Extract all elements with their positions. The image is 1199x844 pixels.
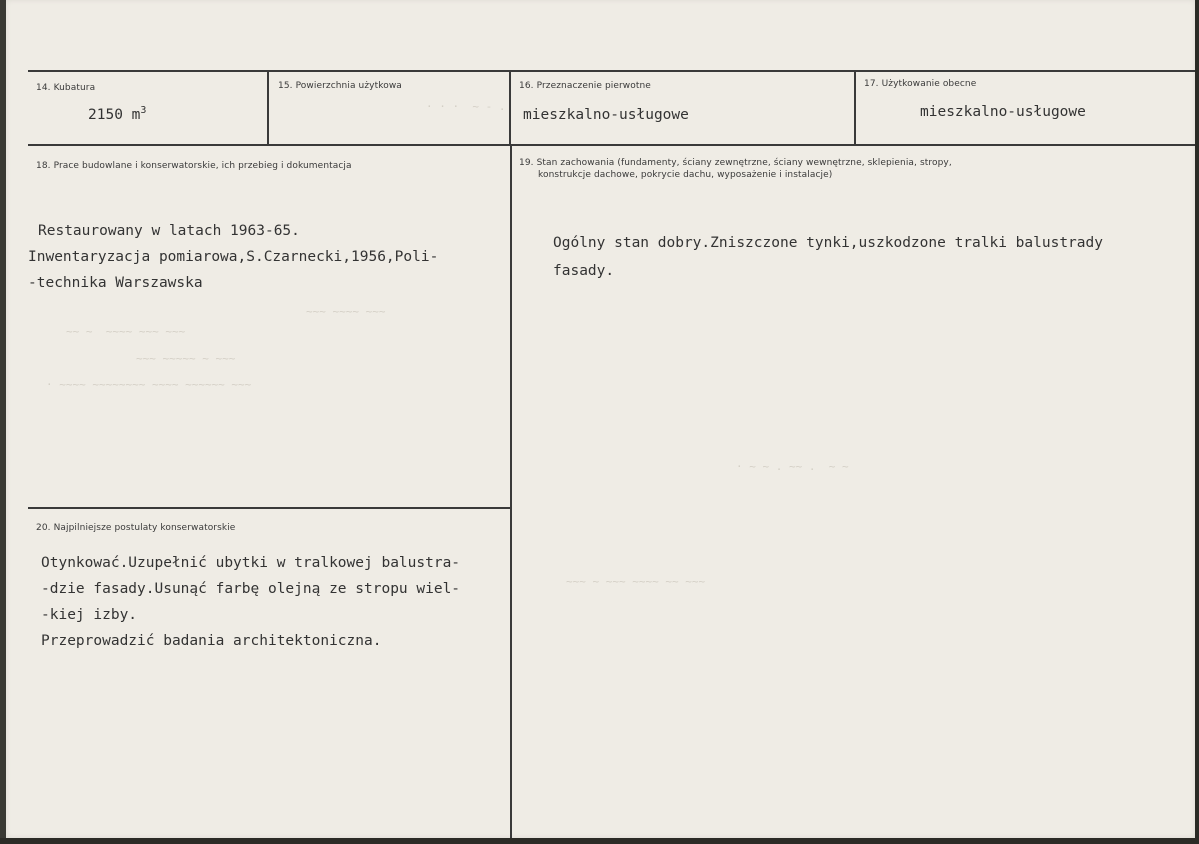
field-18-line: -technika Warszawska xyxy=(28,275,203,291)
field-17-label: 17. Użytkowanie obecne xyxy=(864,79,977,89)
field-20-line: Przeprowadzić badania architektoniczna. xyxy=(41,633,382,649)
field-20-line: -dzie fasady.Usunąć farbę olejną ze stropu wiel- xyxy=(41,581,461,597)
field-19-line: fasady. xyxy=(553,263,615,279)
field-16-label: 16. Przeznaczenie pierwotne xyxy=(519,81,651,91)
field-20-line: -kiej izby. xyxy=(41,607,138,623)
field-14-value: 2150 $m^3$ xyxy=(88,105,147,123)
bleed-through: ~~~ ~~~~~ ~ ~~~ xyxy=(136,352,236,365)
field-19-label: 19. Stan zachowania (fundamenty, ściany zewnętrzne, ściany wewnętrzne, sklepienia, stropy, xyxy=(519,158,952,168)
field-15-label: 15. Powierzchnia użytkowa xyxy=(278,81,402,91)
rule xyxy=(28,70,1195,72)
bleed-through: ~~~ ~ ~~~ ~~~~ ~~ ~~~ xyxy=(566,575,706,588)
field-18-label: 18. Prace budowlane i konserwatorskie, ich przebieg i dokumentacja xyxy=(36,161,352,171)
rule xyxy=(854,71,856,145)
bleed-through: · ~ ~ . ~~ . ~ ~ xyxy=(736,460,849,473)
field-19-line: Ogólny stan dobry.Zniszczone tynki,uszkodzone tralki balustrady xyxy=(553,235,1103,251)
field-20-label: 20. Najpilniejsze postulaty konserwatorskie xyxy=(36,523,236,533)
rule xyxy=(28,507,512,509)
bleed-through: · · · ~ - . xyxy=(426,100,506,113)
rule xyxy=(28,144,1195,146)
form-sheet xyxy=(6,0,1195,838)
field-17-value: mieszkalno-usługowe xyxy=(920,104,1086,120)
field-16-value: mieszkalno-usługowe xyxy=(523,107,689,123)
rule xyxy=(509,71,511,145)
bleed-through: ~~ ~ ~~~~ ~~~ ~~~ xyxy=(66,325,186,338)
field-18-line: Restaurowany w latach 1963-65. xyxy=(38,223,300,239)
rule xyxy=(267,71,269,145)
field-18-line: Inwentaryzacja pomiarowa,S.Czarnecki,1956,Poli- xyxy=(28,249,439,265)
bleed-through: · ~~~~ ~~~~~~~~ ~~~~ ~~~~~~ ~~~ xyxy=(46,378,252,391)
rule xyxy=(510,145,512,838)
scan-edge xyxy=(0,838,1199,844)
field-19-label-cont: konstrukcje dachowe, pokrycie dachu, wyposażenie i instalacje) xyxy=(538,170,833,180)
field-20-line: Otynkować.Uzupełnić ubytki w tralkowej balustra- xyxy=(41,555,461,571)
field-14-label: 14. Kubatura xyxy=(36,83,96,93)
bleed-through: ~~~ ~~~~ ~~~ xyxy=(306,305,386,318)
